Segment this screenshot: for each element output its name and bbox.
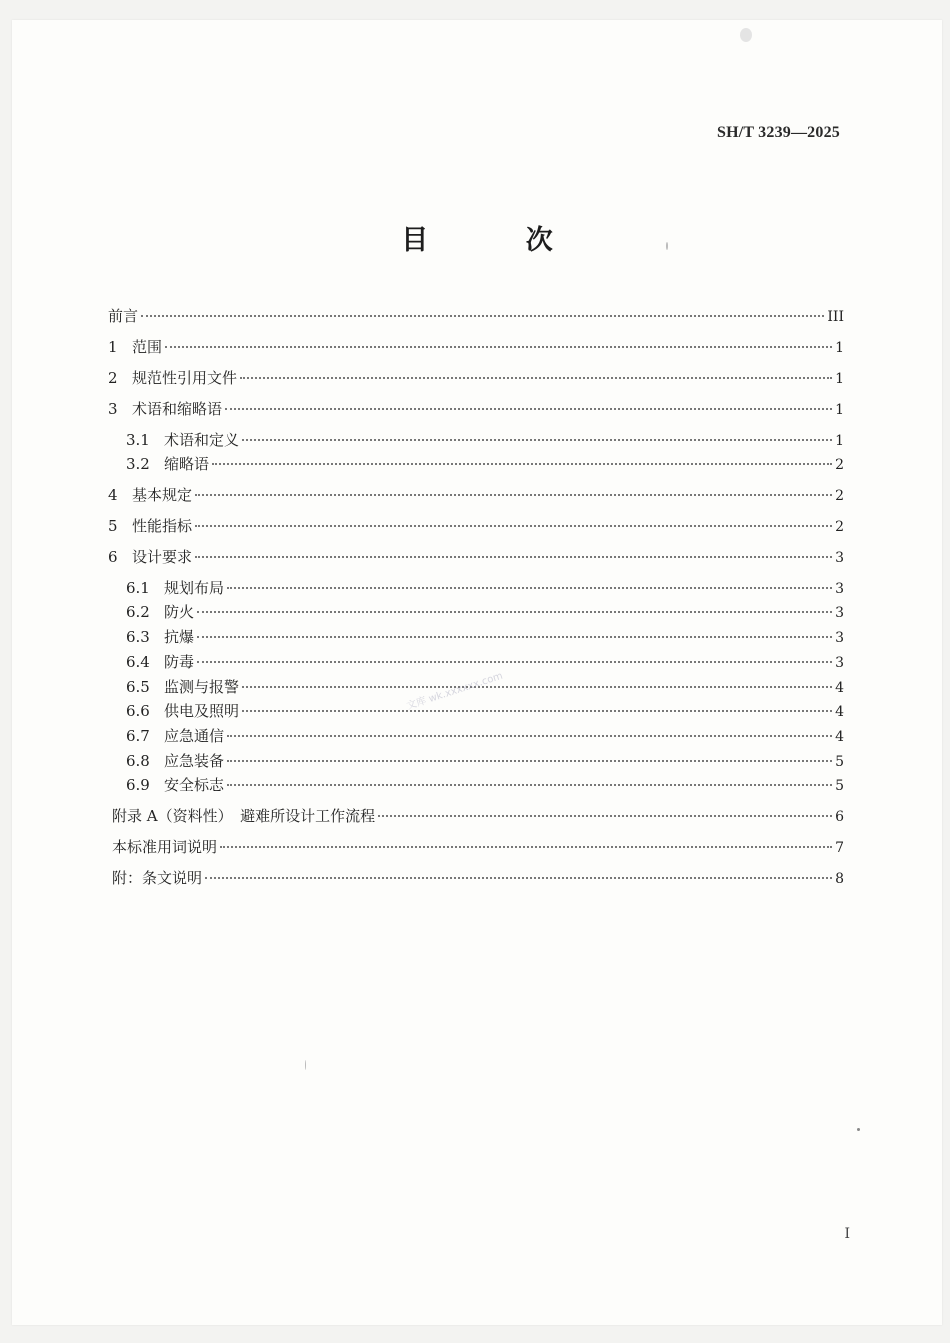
toc-entry-explanation[interactable] — [112, 867, 844, 889]
toc-entry-6-7[interactable] — [126, 725, 844, 747]
dot-leader — [212, 463, 832, 465]
toc-label: 供电及照明 — [164, 702, 240, 720]
toc-page: 3 — [835, 605, 844, 621]
toc-page: 3 — [835, 550, 844, 566]
dot-leader — [220, 846, 832, 848]
dot-leader — [195, 525, 832, 527]
dot-leader — [195, 556, 832, 558]
dot-leader — [165, 346, 832, 348]
toc-page: 1 — [835, 340, 844, 356]
toc-entry-6-6[interactable] — [126, 700, 844, 722]
toc-number: 4 — [108, 486, 118, 504]
toc-label: 设计要求 — [132, 548, 193, 566]
scan-speck — [666, 242, 668, 250]
dot-leader — [195, 494, 832, 496]
toc-number: 6.1 — [126, 579, 150, 597]
dot-leader — [197, 661, 832, 663]
toc-page: 2 — [835, 457, 844, 473]
toc-number: 5 — [108, 517, 118, 535]
toc-page: 1 — [835, 402, 844, 418]
dot-leader — [197, 636, 832, 638]
toc-page: 7 — [835, 840, 844, 856]
toc-number: 6.4 — [126, 653, 150, 671]
watermark: 文库 wk.xxxxxx.com — [405, 670, 505, 713]
toc-entry-wording[interactable] — [112, 836, 844, 858]
toc-label: 安全标志 — [164, 776, 225, 794]
toc-label: 监测与报警 — [164, 678, 240, 696]
toc-number: 6.5 — [126, 678, 150, 696]
dot-leader — [225, 408, 832, 410]
toc-label: 防火 — [164, 603, 195, 621]
toc-entry-3[interactable] — [108, 398, 844, 420]
toc-number: 6.8 — [126, 752, 150, 770]
toc-entry-4[interactable] — [108, 484, 844, 506]
toc-entry-appendix-a[interactable] — [112, 805, 844, 827]
toc-entry-1[interactable] — [108, 336, 844, 358]
dot-leader — [378, 815, 832, 817]
toc-entry-5[interactable] — [108, 515, 844, 537]
toc-page: 4 — [835, 680, 844, 696]
toc-number: 2 — [108, 369, 118, 387]
toc-page: 1 — [835, 433, 844, 449]
page-title: 目 次 — [401, 225, 597, 256]
toc-label: 附：条文说明 — [112, 869, 203, 887]
toc-label: 本标准用词说明 — [112, 838, 218, 856]
toc-page: 1 — [835, 371, 844, 387]
toc-entry-3-1[interactable] — [126, 429, 844, 451]
toc-entry-6-2[interactable] — [126, 601, 844, 623]
toc-page: 3 — [835, 581, 844, 597]
toc-label: 范围 — [132, 338, 163, 356]
toc-label: 术语和缩略语 — [132, 400, 223, 418]
toc-label: 防毒 — [164, 653, 195, 671]
toc-page: 2 — [835, 488, 844, 504]
page-number: I — [844, 1226, 850, 1242]
scan-speck — [305, 1060, 306, 1070]
toc-number: 1 — [108, 338, 118, 356]
standard-code: SH/T 3239—2025 — [717, 124, 840, 141]
scan-speck — [740, 28, 752, 42]
toc-label: 规划布局 — [164, 579, 225, 597]
toc-page: 4 — [835, 729, 844, 745]
toc-page: 2 — [835, 519, 844, 535]
toc-page: 3 — [835, 630, 844, 646]
toc-page: 8 — [835, 871, 844, 887]
toc-label: 性能指标 — [132, 517, 193, 535]
toc-label: 缩略语 — [164, 455, 210, 473]
dot-leader — [141, 315, 824, 317]
toc-entry-2[interactable] — [108, 367, 844, 389]
dot-leader — [227, 735, 832, 737]
dot-leader — [227, 587, 832, 589]
dot-leader — [197, 611, 832, 613]
toc-page: 5 — [835, 754, 844, 770]
toc-entry-6-1[interactable] — [126, 577, 844, 599]
toc-entry-foreword[interactable] — [108, 305, 844, 327]
dot-leader — [240, 377, 832, 379]
toc-number: 6.9 — [126, 776, 150, 794]
dot-leader — [242, 439, 832, 441]
toc-label: 应急通信 — [164, 727, 225, 745]
toc-entry-3-2[interactable] — [126, 453, 844, 475]
toc-page: 6 — [835, 809, 844, 825]
toc-label: 前言 — [108, 307, 139, 325]
toc-page: 3 — [835, 655, 844, 671]
toc-number: 6.6 — [126, 702, 150, 720]
toc-page: 4 — [835, 704, 844, 720]
toc-number: 6.7 — [126, 727, 150, 745]
toc-number: 6 — [108, 548, 118, 566]
toc-page: III — [827, 309, 844, 325]
toc-label: 规范性引用文件 — [132, 369, 238, 387]
toc-entry-6-9[interactable] — [126, 774, 844, 796]
toc-label: 应急装备 — [164, 752, 225, 770]
toc-number: 3.1 — [126, 431, 150, 449]
toc-entry-6-8[interactable] — [126, 750, 844, 772]
toc-entry-6[interactable] — [108, 546, 844, 568]
toc-label: 基本规定 — [132, 486, 193, 504]
dot-leader — [242, 710, 832, 712]
toc-number: 3.2 — [126, 455, 150, 473]
toc-label: 抗爆 — [164, 628, 195, 646]
dot-leader — [227, 784, 832, 786]
document-page — [12, 20, 942, 1325]
toc-label: 术语和定义 — [164, 431, 240, 449]
toc-entry-6-4[interactable] — [126, 651, 844, 673]
toc-number: 6.3 — [126, 628, 150, 646]
scan-speck — [857, 1128, 860, 1131]
dot-leader — [242, 686, 832, 688]
toc-number: 6.2 — [126, 603, 150, 621]
dot-leader — [205, 877, 832, 879]
toc-entry-6-3[interactable] — [126, 626, 844, 648]
toc-label: 附录 A（资料性） 避难所设计工作流程 — [112, 807, 376, 825]
toc-number: 3 — [108, 400, 118, 418]
toc-page: 5 — [835, 778, 844, 794]
dot-leader — [227, 760, 832, 762]
